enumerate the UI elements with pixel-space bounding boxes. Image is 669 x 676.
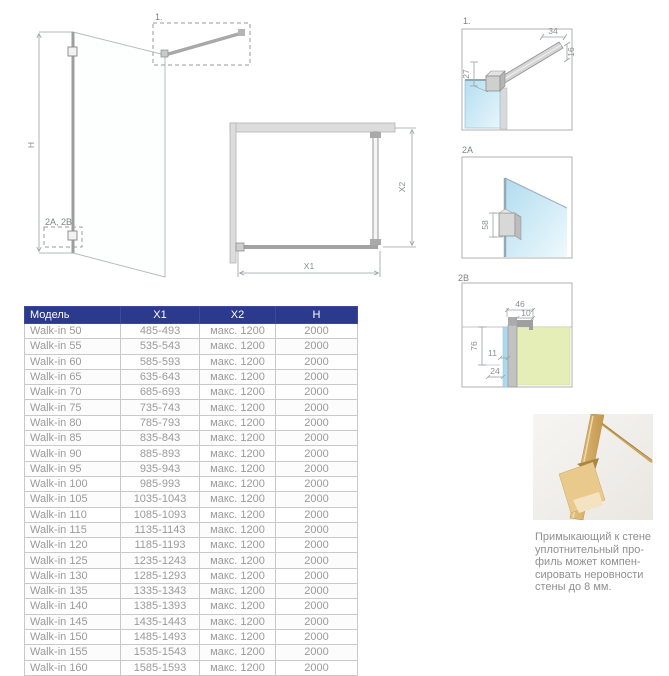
h-dimension-label: H <box>26 141 36 149</box>
x1-dimension-label: X1 <box>303 261 315 271</box>
cell-x1: 685-693 <box>121 385 200 400</box>
cell-x1: 1435-1443 <box>121 614 200 629</box>
cell-x1: 1185-1193 <box>121 538 200 553</box>
table-row <box>25 538 358 553</box>
cell-model: Walk-in 150 <box>25 629 121 644</box>
cell-x2: макс. 1200 <box>200 629 276 644</box>
cell-model: Walk-in 65 <box>25 369 121 384</box>
table-row <box>25 599 358 614</box>
cell-x1: 935-943 <box>121 461 200 476</box>
cell-model: Walk-in 100 <box>25 476 121 491</box>
cell-x1: 1135-1143 <box>121 522 200 537</box>
cell-h: 2000 <box>276 476 358 491</box>
cell-model: Walk-in 140 <box>25 599 121 614</box>
table-row <box>25 354 358 369</box>
glass-strip <box>503 327 508 387</box>
cell-x2: макс. 1200 <box>200 614 276 629</box>
detail-2b-title: 2B <box>458 273 470 283</box>
cell-model: Walk-in 75 <box>25 400 121 415</box>
cell-model: Walk-in 130 <box>25 568 121 583</box>
wall-mount-cap <box>238 29 245 36</box>
cell-x1: 1285-1293 <box>121 568 200 583</box>
cell-x1: 835-843 <box>121 431 200 446</box>
cell-x2: макс. 1200 <box>200 385 276 400</box>
cell-model: Walk-in 90 <box>25 446 121 461</box>
cell-model: Walk-in 85 <box>25 431 121 446</box>
detail-2a-diagram <box>455 140 587 265</box>
glass-panel-plan <box>238 245 378 249</box>
gold-profile-photo <box>533 414 653 520</box>
table-row <box>25 476 358 491</box>
lower-wall-bracket <box>68 231 77 240</box>
cell-x2: макс. 1200 <box>200 507 276 522</box>
cell-h: 2000 <box>276 629 358 644</box>
wall-edge <box>500 88 507 129</box>
cell-x2: макс. 1200 <box>200 400 276 415</box>
cell-h: 2000 <box>276 354 358 369</box>
cell-model: Walk-in 105 <box>25 492 121 507</box>
column-header-model: Модель <box>25 307 121 324</box>
cell-h: 2000 <box>276 400 358 415</box>
cell-model: Walk-in 145 <box>25 614 121 629</box>
top-view-diagram <box>225 113 425 285</box>
cell-model: Walk-in 155 <box>25 645 121 660</box>
cell-h: 2000 <box>276 568 358 583</box>
cell-x2: макс. 1200 <box>200 354 276 369</box>
cell-x1: 1235-1243 <box>121 553 200 568</box>
cell-x2: макс. 1200 <box>200 461 276 476</box>
x2-dimension <box>383 128 416 247</box>
cell-x1: 535-543 <box>121 339 200 354</box>
glass-clamp <box>486 71 505 91</box>
x1-dimension <box>238 251 380 277</box>
cell-model: Walk-in 135 <box>25 584 121 599</box>
table-row <box>25 385 358 400</box>
detail-2a-title: 2A <box>462 145 474 155</box>
detail-1-diagram <box>455 10 587 135</box>
cell-x1: 1485-1493 <box>121 629 200 644</box>
cell-x1: 485-493 <box>121 324 200 339</box>
wall-bracket-plan <box>236 243 244 251</box>
table-row <box>25 431 358 446</box>
cell-h: 2000 <box>276 553 358 568</box>
main-perspective-diagram <box>18 8 258 286</box>
cell-h: 2000 <box>276 660 358 675</box>
glass-panel <box>73 32 165 277</box>
cell-h: 2000 <box>276 461 358 476</box>
detail-2b-diagram <box>455 268 587 392</box>
side-wall-strip <box>230 123 236 263</box>
cell-model: Walk-in 55 <box>25 339 121 354</box>
bar-wall-pad <box>370 132 381 138</box>
cell-x2: макс. 1200 <box>200 584 276 599</box>
table-row <box>25 614 358 629</box>
cell-x2: макс. 1200 <box>200 553 276 568</box>
back-wall-strip <box>230 123 395 132</box>
cell-model: Walk-in 95 <box>25 461 121 476</box>
cell-h: 2000 <box>276 538 358 553</box>
cell-model: Walk-in 125 <box>25 553 121 568</box>
table-row <box>25 339 358 354</box>
dim-46-label: 46 <box>515 299 525 309</box>
dim-27-label: 27 <box>461 69 471 79</box>
spec-table-body <box>25 324 358 676</box>
cell-x1: 1035-1043 <box>121 492 200 507</box>
cell-h: 2000 <box>276 415 358 430</box>
detail-1-title: 1. <box>463 16 471 26</box>
cell-h: 2000 <box>276 614 358 629</box>
cell-model: Walk-in 115 <box>25 522 121 537</box>
support-bar-plan <box>373 132 378 245</box>
cell-h: 2000 <box>276 369 358 384</box>
table-row <box>25 507 358 522</box>
note-line: стены до 8 мм. <box>535 581 612 593</box>
cell-h: 2000 <box>276 339 358 354</box>
cell-x2: макс. 1200 <box>200 645 276 660</box>
dim-11-label: 11 <box>488 348 497 358</box>
cell-x2: макс. 1200 <box>200 324 276 339</box>
table-row <box>25 629 358 644</box>
dim-10-label: 10 <box>521 308 531 318</box>
dim-16-label: 16 <box>566 47 576 57</box>
cell-x1: 985-993 <box>121 476 200 491</box>
cell-h: 2000 <box>276 599 358 614</box>
cell-x2: макс. 1200 <box>200 522 276 537</box>
cell-x2: макс. 1200 <box>200 568 276 583</box>
cell-model: Walk-in 120 <box>25 538 121 553</box>
wall-section <box>510 327 570 385</box>
upper-wall-bracket <box>68 47 77 56</box>
column-header-x2: X2 <box>200 307 276 324</box>
cell-x2: макс. 1200 <box>200 538 276 553</box>
cell-x2: макс. 1200 <box>200 415 276 430</box>
dim-24-label: 24 <box>490 366 500 376</box>
callout-1-label: 1. <box>155 12 163 22</box>
callout-2-label: 2A, 2B <box>45 217 73 227</box>
cell-x1: 1535-1543 <box>121 645 200 660</box>
table-row <box>25 645 358 660</box>
support-bar <box>165 33 242 55</box>
column-header-x1: X1 <box>121 307 200 324</box>
dim-58-label: 58 <box>480 220 490 230</box>
dim-76-label: 76 <box>469 341 479 351</box>
note-line: Примыкающий к стене <box>535 531 652 543</box>
note-line: филь может компен- <box>535 556 641 568</box>
cell-x1: 1085-1093 <box>121 507 200 522</box>
cell-h: 2000 <box>276 492 358 507</box>
table-row <box>25 369 358 384</box>
cell-x1: 885-893 <box>121 446 200 461</box>
table-row <box>25 324 358 339</box>
cell-x1: 1335-1343 <box>121 584 200 599</box>
cell-model: Walk-in 110 <box>25 507 121 522</box>
table-row <box>25 568 358 583</box>
table-header-row <box>25 307 358 324</box>
cell-model: Walk-in 160 <box>25 660 121 675</box>
table-row <box>25 400 358 415</box>
cell-h: 2000 <box>276 431 358 446</box>
cell-x2: макс. 1200 <box>200 599 276 614</box>
spec-table <box>24 306 358 676</box>
cell-model: Walk-in 50 <box>25 324 121 339</box>
cell-h: 2000 <box>276 522 358 537</box>
cell-h: 2000 <box>276 324 358 339</box>
cell-model: Walk-in 80 <box>25 415 121 430</box>
cell-h: 2000 <box>276 446 358 461</box>
table-row <box>25 461 358 476</box>
cell-x2: макс. 1200 <box>200 369 276 384</box>
cell-x2: макс. 1200 <box>200 446 276 461</box>
cell-x1: 635-643 <box>121 369 200 384</box>
bar-glass-pad <box>370 239 381 245</box>
cell-h: 2000 <box>276 584 358 599</box>
cell-model: Walk-in 60 <box>25 354 121 369</box>
cell-x2: макс. 1200 <box>200 476 276 491</box>
cell-x2: макс. 1200 <box>200 339 276 354</box>
seal-note <box>535 531 667 594</box>
cell-x1: 585-593 <box>121 354 200 369</box>
column-header-h: H <box>276 307 358 324</box>
cell-x2: макс. 1200 <box>200 431 276 446</box>
table-row <box>25 446 358 461</box>
cell-x2: макс. 1200 <box>200 492 276 507</box>
note-line: сировать неровности <box>535 568 644 581</box>
dim-34-label: 34 <box>548 26 558 36</box>
cell-x1: 735-743 <box>121 400 200 415</box>
cell-x1: 785-793 <box>121 415 200 430</box>
cell-x1: 1585-1593 <box>121 660 200 675</box>
cell-model: Walk-in 70 <box>25 385 121 400</box>
note-line: уплотнительный про- <box>535 543 644 556</box>
table-row <box>25 492 358 507</box>
table-row <box>25 553 358 568</box>
bar-glass-fitting <box>161 50 168 57</box>
x2-dimension-label: X2 <box>397 181 407 193</box>
table-row <box>25 415 358 430</box>
cell-h: 2000 <box>276 385 358 400</box>
table-row <box>25 584 358 599</box>
cell-h: 2000 <box>276 645 358 660</box>
cell-x1: 1385-1393 <box>121 599 200 614</box>
table-row <box>25 660 358 675</box>
cell-x2: макс. 1200 <box>200 660 276 675</box>
cell-h: 2000 <box>276 507 358 522</box>
table-row <box>25 522 358 537</box>
